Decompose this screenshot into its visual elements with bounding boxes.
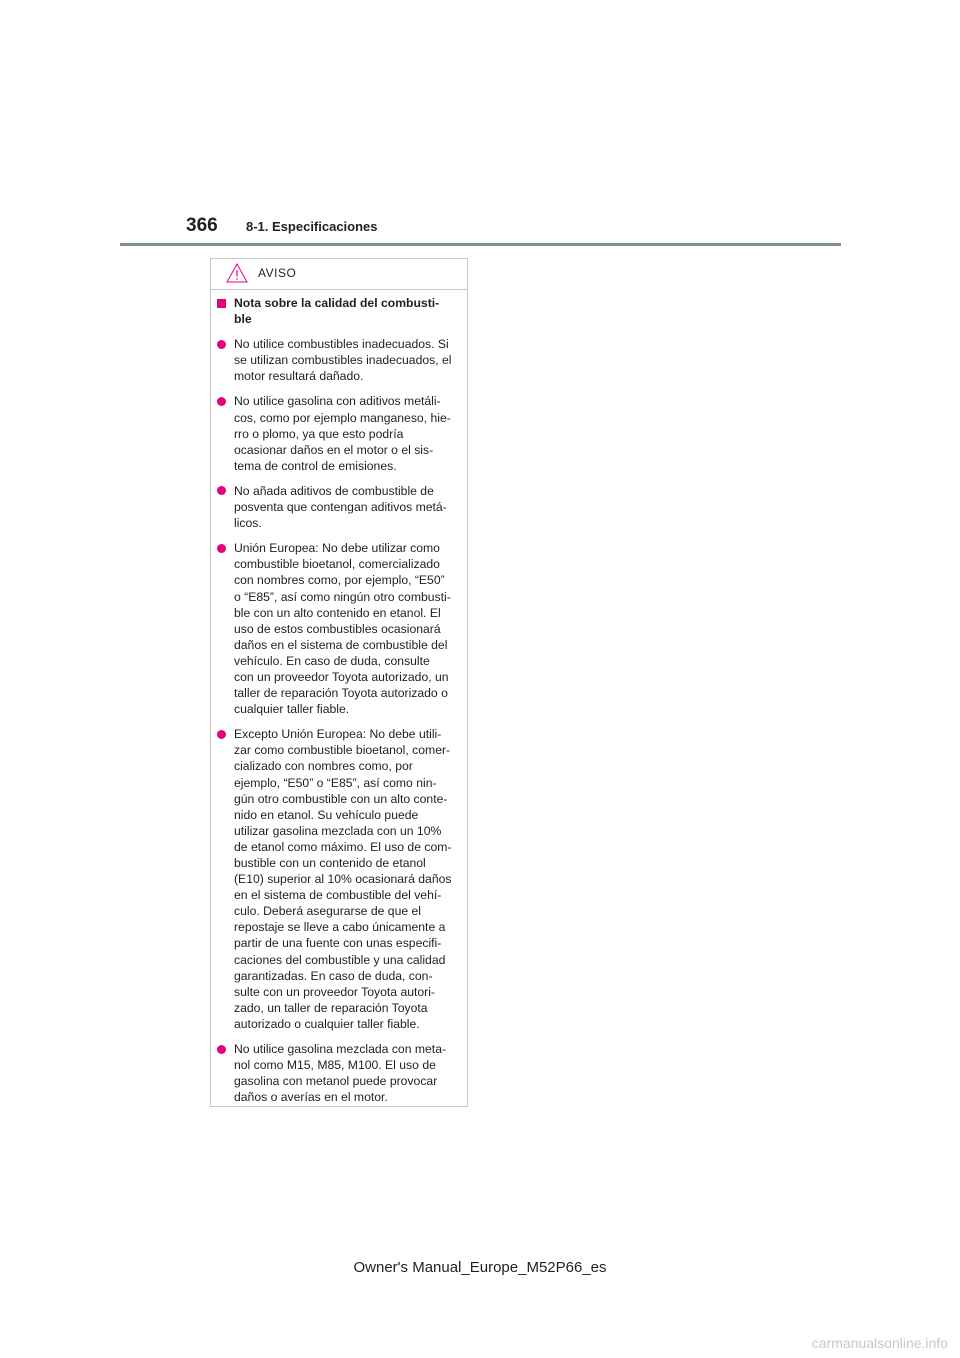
bullet-item [217, 336, 461, 384]
section-title: 8-1. Especificaciones [246, 219, 378, 234]
bullet-dot-icon [217, 486, 226, 495]
bullet-text: No utilice combustibles inadecuados. Si se utilizan combustibles inadecuados, el motor resultará dañado. [234, 337, 452, 384]
bullet-item [217, 393, 461, 473]
bullet-dot-icon [217, 544, 226, 553]
bullet-list [217, 336, 461, 1105]
topic-heading [217, 296, 461, 327]
bullet-item [217, 1041, 461, 1105]
caution-label: AVISO [258, 266, 297, 280]
caution-body [211, 290, 467, 1105]
bullet-item [217, 483, 461, 531]
square-bullet-icon [217, 299, 226, 308]
caution-box [210, 258, 468, 1107]
bullet-text: No utilice gasolina mezclada con meta- nol como M15, M85, M100. El uso de gasolina con metanol puede provocar daños o averías en el motor. [234, 1042, 447, 1105]
watermark: carmanualsonline.info [811, 1335, 948, 1351]
page-number: 366 [186, 215, 218, 236]
bullet-dot-icon [217, 340, 226, 349]
bullet-text: No añada aditivos de combustible de posventa que contengan aditivos metá- licos. [234, 483, 447, 531]
warning-triangle-icon [226, 263, 248, 283]
footer-manual-id: Owner's Manual_Europe_M52P66_es [353, 1259, 607, 1276]
topic-text: Nota sobre la calidad del combusti- ble [234, 296, 440, 326]
bullet-item [217, 540, 461, 717]
bullet-dot-icon [217, 730, 226, 739]
caution-header [211, 259, 467, 290]
bullet-text: Unión Europea: No debe utilizar como combustible bioetanol, comercializado con nombres como, por ejemplo, “E50” o “E85”, así como ningún otro combusti- ble con un alto contenido en etanol. El uso de estos combustibles ocasionará daños en el sistema de combustible del vehículo. En caso de duda, consulte con un proveedor Toyota autorizado, un taller de reparación Toyota autorizado o cualquier taller fiable. [234, 541, 451, 717]
bullet-dot-icon [217, 1045, 226, 1054]
bullet-text: Excepto Unión Europea: No debe utili- zar como combustible bioetanol, comer- cializado con nombres como, por ejemplo, “E50” o “E85”, así como nin- gún otro combustible con un alto conte- nido en etanol. Su vehículo puede utilizar gasolina mezclada con un 10% de etanol como máximo. El uso de com- bustible con un contenido de etanol (E10) superior al 10% ocasionará daños en el sistema de combustible del vehí- culo. Deberá asegurarse de que el repostaje se lleve a cabo únicamente a partir de una fuente con unas especifi- caciones del combustible y una calidad garantizadas. En caso de duda, con- sulte con un proveedor Toyota autori- zado, un taller de reparación Toyota autorizado o cualquier taller fiable. [234, 727, 452, 1031]
bullet-item [217, 726, 461, 1032]
header-divider [120, 243, 841, 246]
bullet-text: No utilice gasolina con aditivos metáli- cos, como por ejemplo manganeso, hie- rro o plomo, ya que esto podría ocasionar daños en el motor o el sis- tema de control de emisiones. [234, 394, 451, 473]
bullet-dot-icon [217, 397, 226, 406]
